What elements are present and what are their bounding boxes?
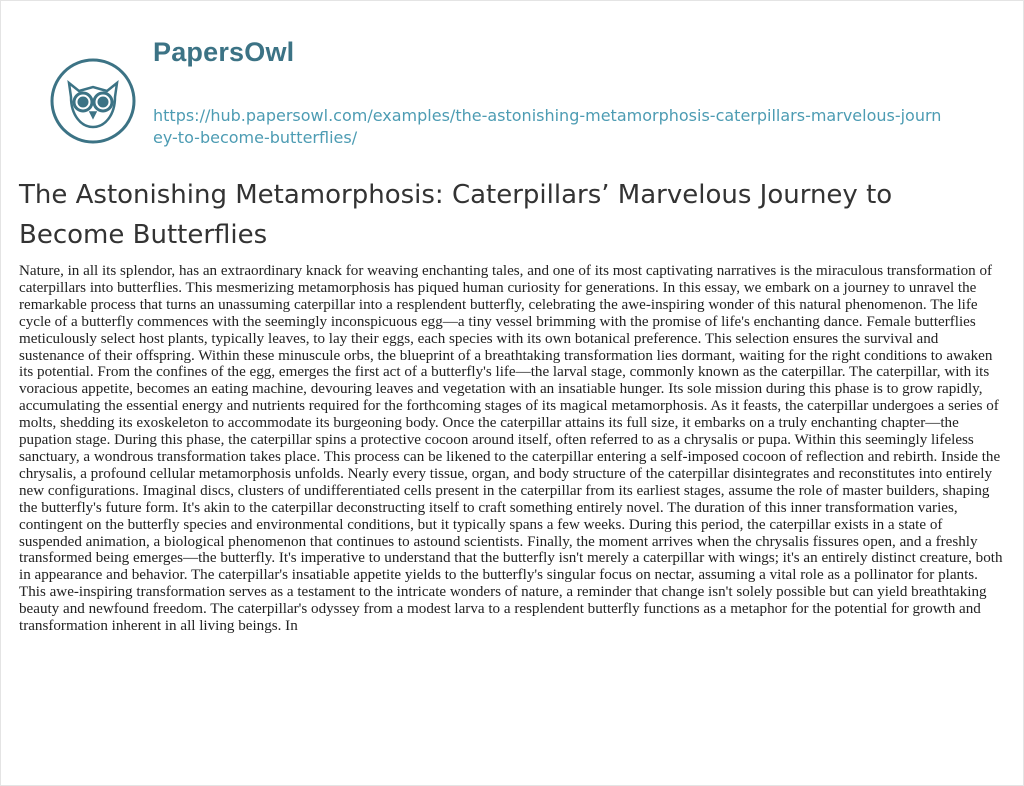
essay-body: Nature, in all its splendor, has an extraordinary knack for weaving enchanting tales, and one of its most captivating narratives is the miraculous transformation of caterpillars into butterflies. This mesmerizing metamorphosis has piqued human curiosity for generations. In this essay, we embark on a journey to unravel the remarkable process that turns an unassuming caterpillar into a resplendent butterfly, celebrating the awe-inspiring wonder of this natural phenomenon. The life cycle of a butterfly commences with the seemingly inconspicuous egg—a tiny vessel brimming with the promise of life's enchanting dance. Female butterflies meticulously select host plants, typically leaves, to lay their eggs, each species with its own botanical preference. This selection ensures the survival and sustenance of their offspring. Within these minuscule orbs, the blueprint of a breathtaking transformation lies dormant, waiting for the right conditions to awaken its potential. From the confines of the egg, emerges the first act of a butterfly's life—the larval stage, commonly known as the caterpillar. The caterpillar, with its voracious appetite, becomes an eating machine, devouring leaves and vegetation with an insatiable hunger. Its sole mission during this phase is to grow rapidly, accumulating the essential energy and nutrients required for the forthcoming stages of its magical metamorphosis. As it feasts, the caterpillar undergoes a series of molts, shedding its exoskeleton to accommodate its burgeoning body. Once the caterpillar attains its full size, it embarks on a truly enchanting chapter—the pupation stage. During this phase, the caterpillar spins a protective cocoon around itself, often referred to as a chrysalis or pupa. Within this seemingly lifeless sanctuary, a wondrous transformation takes place. This process can be likened to the caterpillar entering a self-imposed cocoon of reflection and rebirth. Inside the chrysalis, a profound cellular metamorphosis unfolds. Nearly every tissue, organ, and body structure of the caterpillar disintegrates and reconstitutes into entirely new configurations. Imaginal discs, clusters of undifferentiated cells present in the caterpillar from its earliest stages, assume the role of master builders, shaping the butterfly's future form. It's akin to the caterpillar deconstructing itself to craft something entirely novel. The duration of this inner transformation varies, contingent on the butterfly species and environmental conditions, but it typically spans a few weeks. During this period, the caterpillar exists in a state of suspended animation, a biological phenomenon that continues to astound scientists. Finally, the moment arrives when the chrysalis fissures open, and a freshly transformed being emerges—the butterfly. It's imperative to understand that the butterfly isn't merely a caterpillar with wings; it's an entirely distinct creature, both in appearance and behavior. The caterpillar's insatiable appetite yields to the butterfly's singular focus on nectar, assuming a vital role as a pollinator for plants. This awe-inspiring transformation serves as a testament to the intricate wonders of nature, a reminder that change isn't solely possible but can yield breathtaking beauty and newfound freedom. The caterpillar's odyssey from a modest larva to a resplendent butterfly functions as a metaphor for the potential for growth and transformation inherent in all living beings. In bbox=[19, 263, 1003, 635]
header bbox=[49, 35, 1009, 155]
brand-name: PapersOwl bbox=[153, 37, 295, 67]
page-title: The Astonishing Metamorphosis: Caterpillars’ Marvelous Journey to Become Butterflies bbox=[19, 180, 893, 250]
owl-logo-icon bbox=[49, 57, 137, 145]
source-url-link[interactable]: https://hub.papersowl.com/examples/the-astonishing-metamorphosis-caterpillars-marvelous-journey-to-become-butterflies/ bbox=[153, 106, 942, 147]
